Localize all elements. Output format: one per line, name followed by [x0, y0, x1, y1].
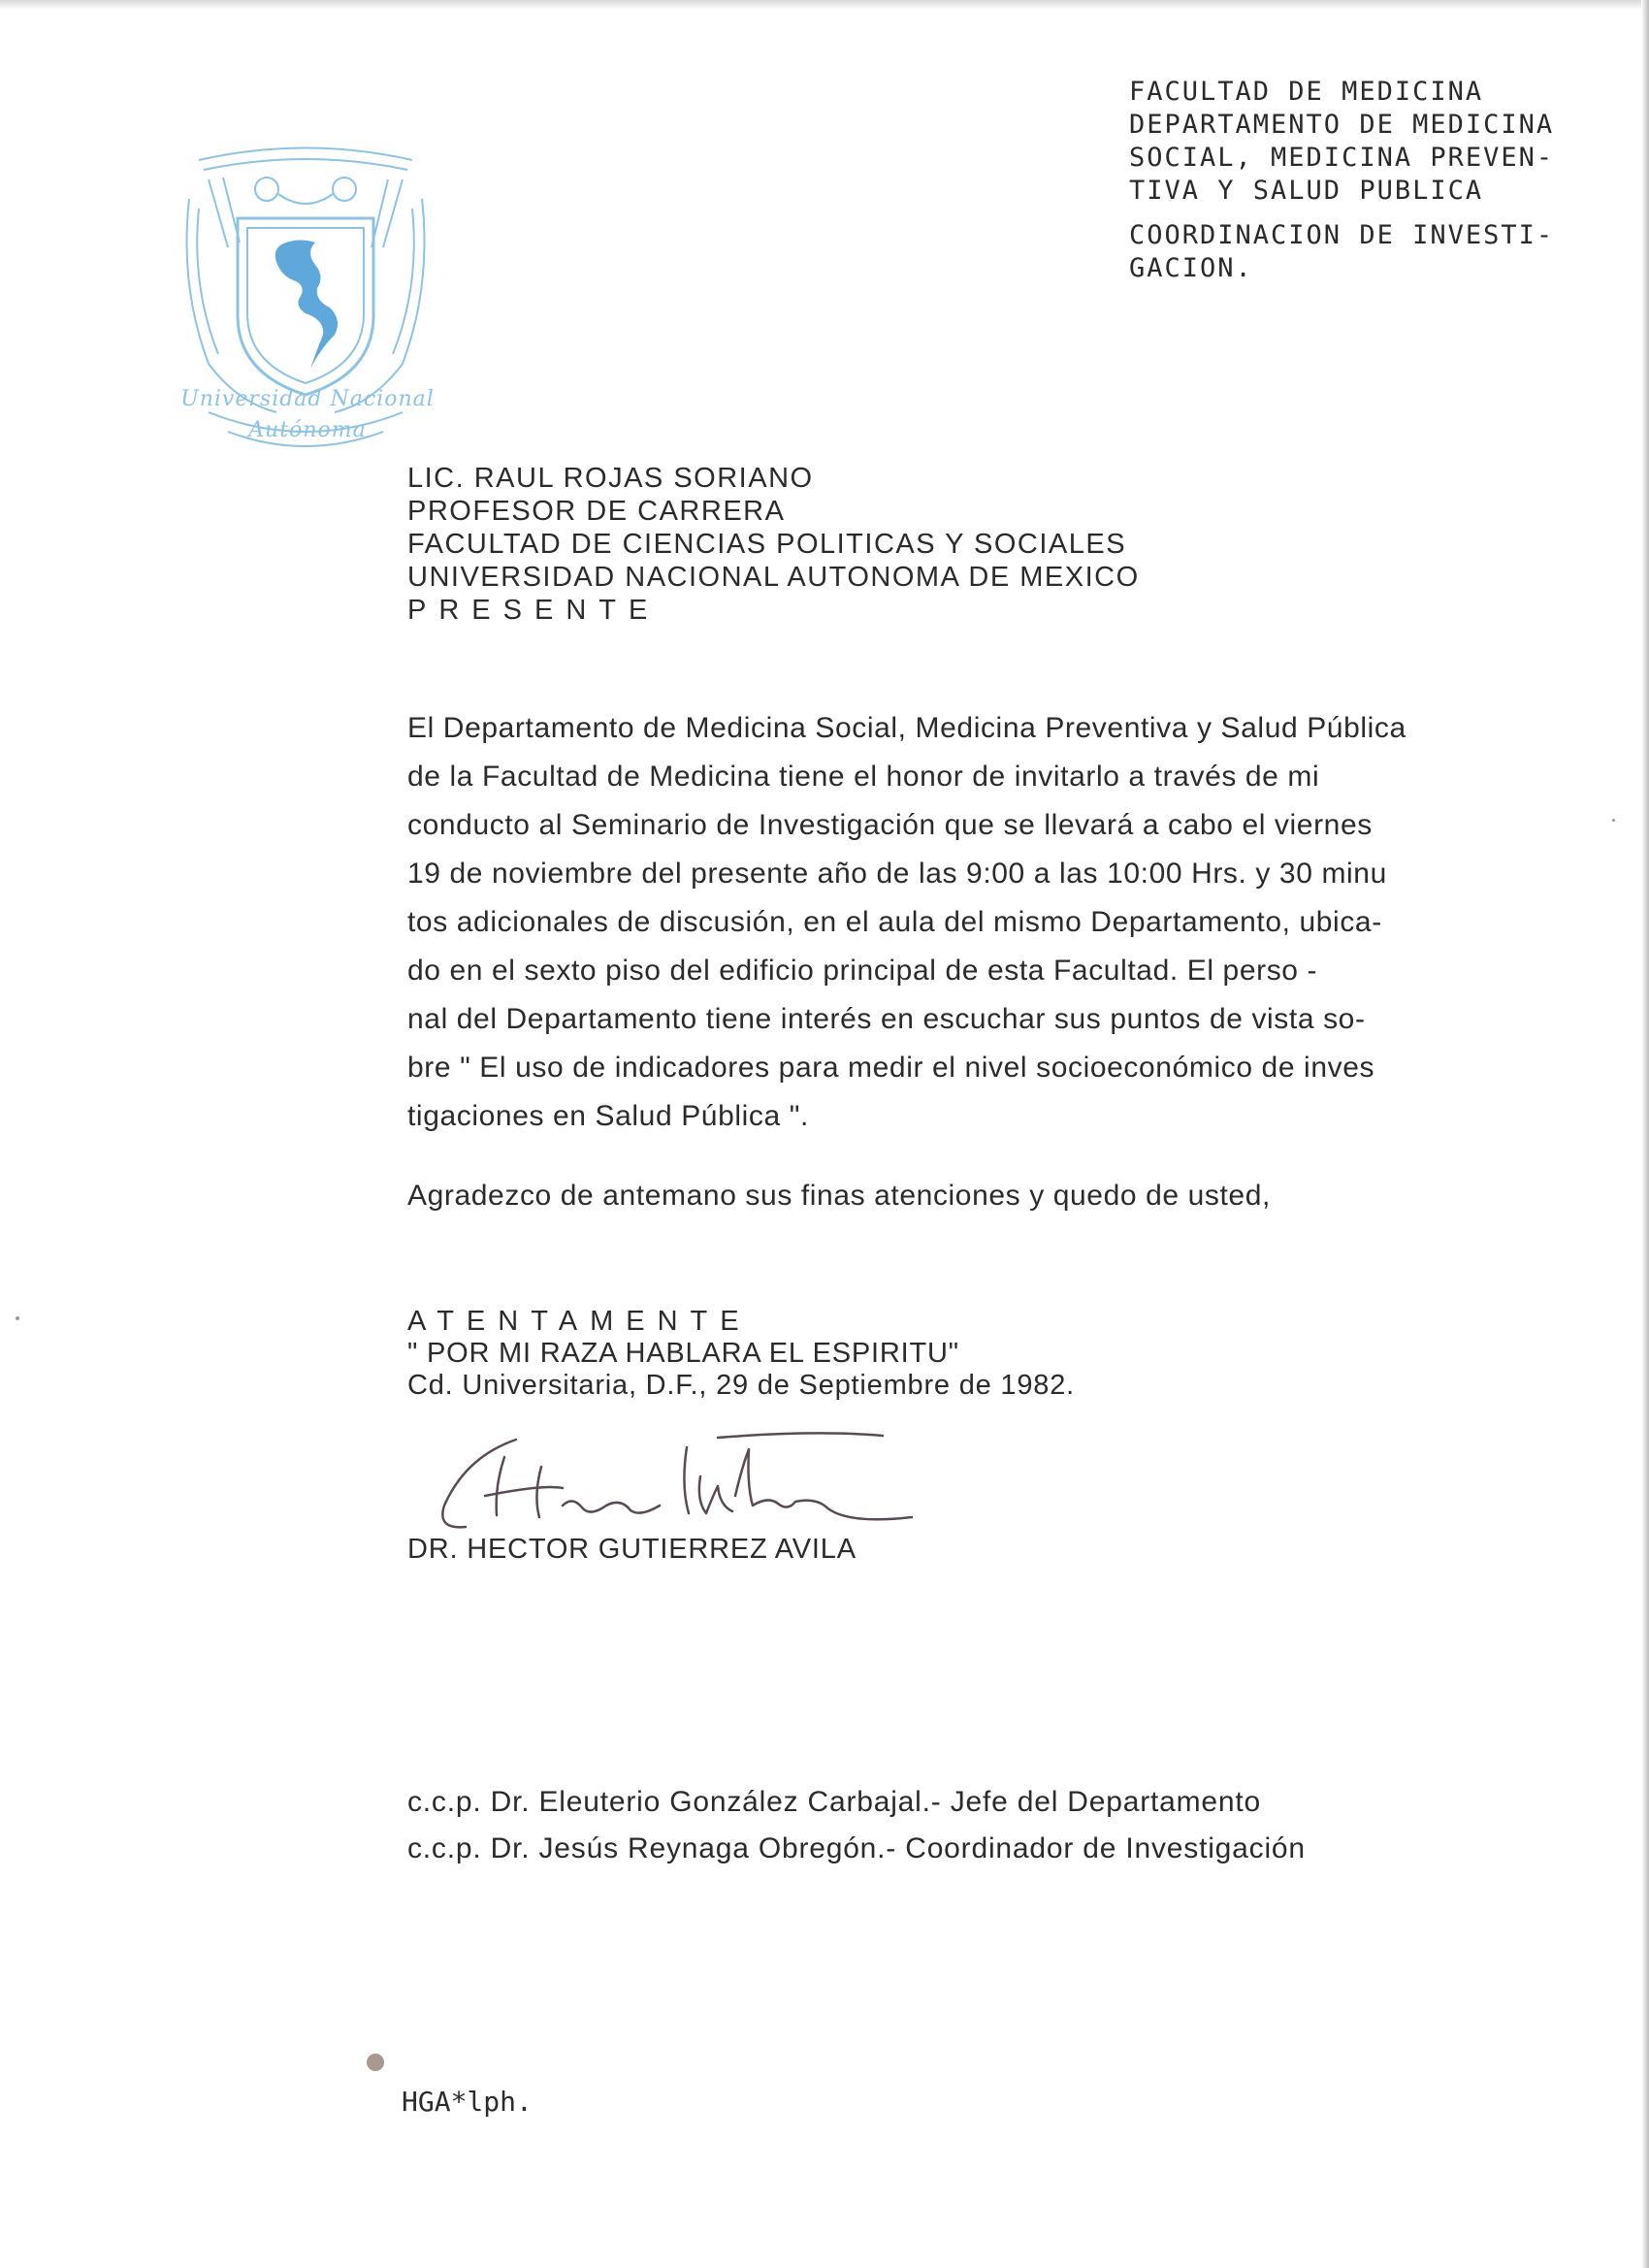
atentamente: ATENTAMENTE: [407, 1306, 752, 1337]
letter-body: [407, 704, 1571, 1141]
addressee-block: [407, 462, 1280, 627]
body-line: 19 de noviembre del presente año de las 9:00 a las 10:00 Hrs. y 30 minu: [407, 858, 1387, 890]
addressee-line: FACULTAD DE CIENCIAS POLITICAS Y SOCIALES: [407, 529, 1127, 560]
body-line: de la Facultad de Medicina tiene el honor de invitarlo a través de mi: [407, 761, 1320, 793]
body-line: tigaciones en Salud Pública ".: [407, 1100, 809, 1132]
place-date: Cd. Universitaria, D.F., 29 de Septiembre de 1982.: [407, 1370, 1075, 1401]
body-line: El Departamento de Medicina Social, Medicina Preventiva y Salud Pública: [407, 712, 1406, 744]
header-coordination-line: COORDINACION DE INVESTI-: [1129, 220, 1555, 250]
letterhead-department: [1129, 76, 1614, 285]
cc-line: c.c.p. Dr. Jesús Reynaga Obregón.- Coordinador de Investigación: [407, 1832, 1306, 1864]
motto: " POR MI RAZA HABLARA EL ESPIRITU": [407, 1338, 959, 1369]
scan-edge-right: [1641, 0, 1649, 2268]
addressee-line: LIC. RAUL ROJAS SORIANO: [407, 463, 814, 494]
addressee-line: UNIVERSIDAD NACIONAL AUTONOMA DE MEXICO: [407, 562, 1140, 593]
body-line: do en el sexto piso del edificio principal de esta Facultad. El perso -: [407, 955, 1318, 987]
header-line: SOCIAL, MEDICINA PREVEN-: [1129, 143, 1555, 173]
body-line: tos adicionales de discusión, en el aula del mismo Departamento, ubica-: [407, 906, 1382, 938]
closing-line: Agradezco de antemano sus finas atenciones y quedo de usted,: [407, 1180, 1271, 1212]
body-line: conducto al Seminario de Investigación que se llevará a cabo el viernes: [407, 809, 1373, 841]
scan-speck: [1612, 819, 1615, 822]
scan-speck: [16, 1316, 19, 1320]
header-line: DEPARTAMENTO DE MEDICINA: [1129, 110, 1555, 140]
header-coordination-line: GACION.: [1129, 253, 1253, 283]
header-line: TIVA Y SALUD PUBLICA: [1129, 176, 1484, 206]
header-line: FACULTAD DE MEDICINA: [1129, 77, 1484, 107]
cc-list: [407, 1779, 1571, 1872]
seal-caption-line1: Universidad Nacional: [180, 387, 435, 411]
body-line: bre " El uso de indicadores para medir el nivel socioeconómico de inves: [407, 1052, 1375, 1084]
reference-initials: HGA*lph.: [402, 2086, 533, 2118]
scan-speck: [367, 2054, 384, 2071]
signer-name: DR. HECTOR GUTIERREZ AVILA: [407, 1534, 857, 1565]
addressee-presente: PRESENTE: [407, 595, 661, 626]
scan-edge-top: [0, 0, 1649, 10]
addressee-line: PROFESOR DE CARRERA: [407, 496, 786, 527]
cc-line: c.c.p. Dr. Eleuterio González Carbajal.- Jefe del Departamento: [407, 1786, 1262, 1818]
seal-caption-line2: Autónoma: [248, 418, 367, 442]
signoff-block: [407, 1306, 1377, 1402]
seal-caption: [167, 384, 448, 446]
body-line: nal del Departamento tiene interés en escuchar sus puntos de vista so-: [407, 1003, 1366, 1035]
